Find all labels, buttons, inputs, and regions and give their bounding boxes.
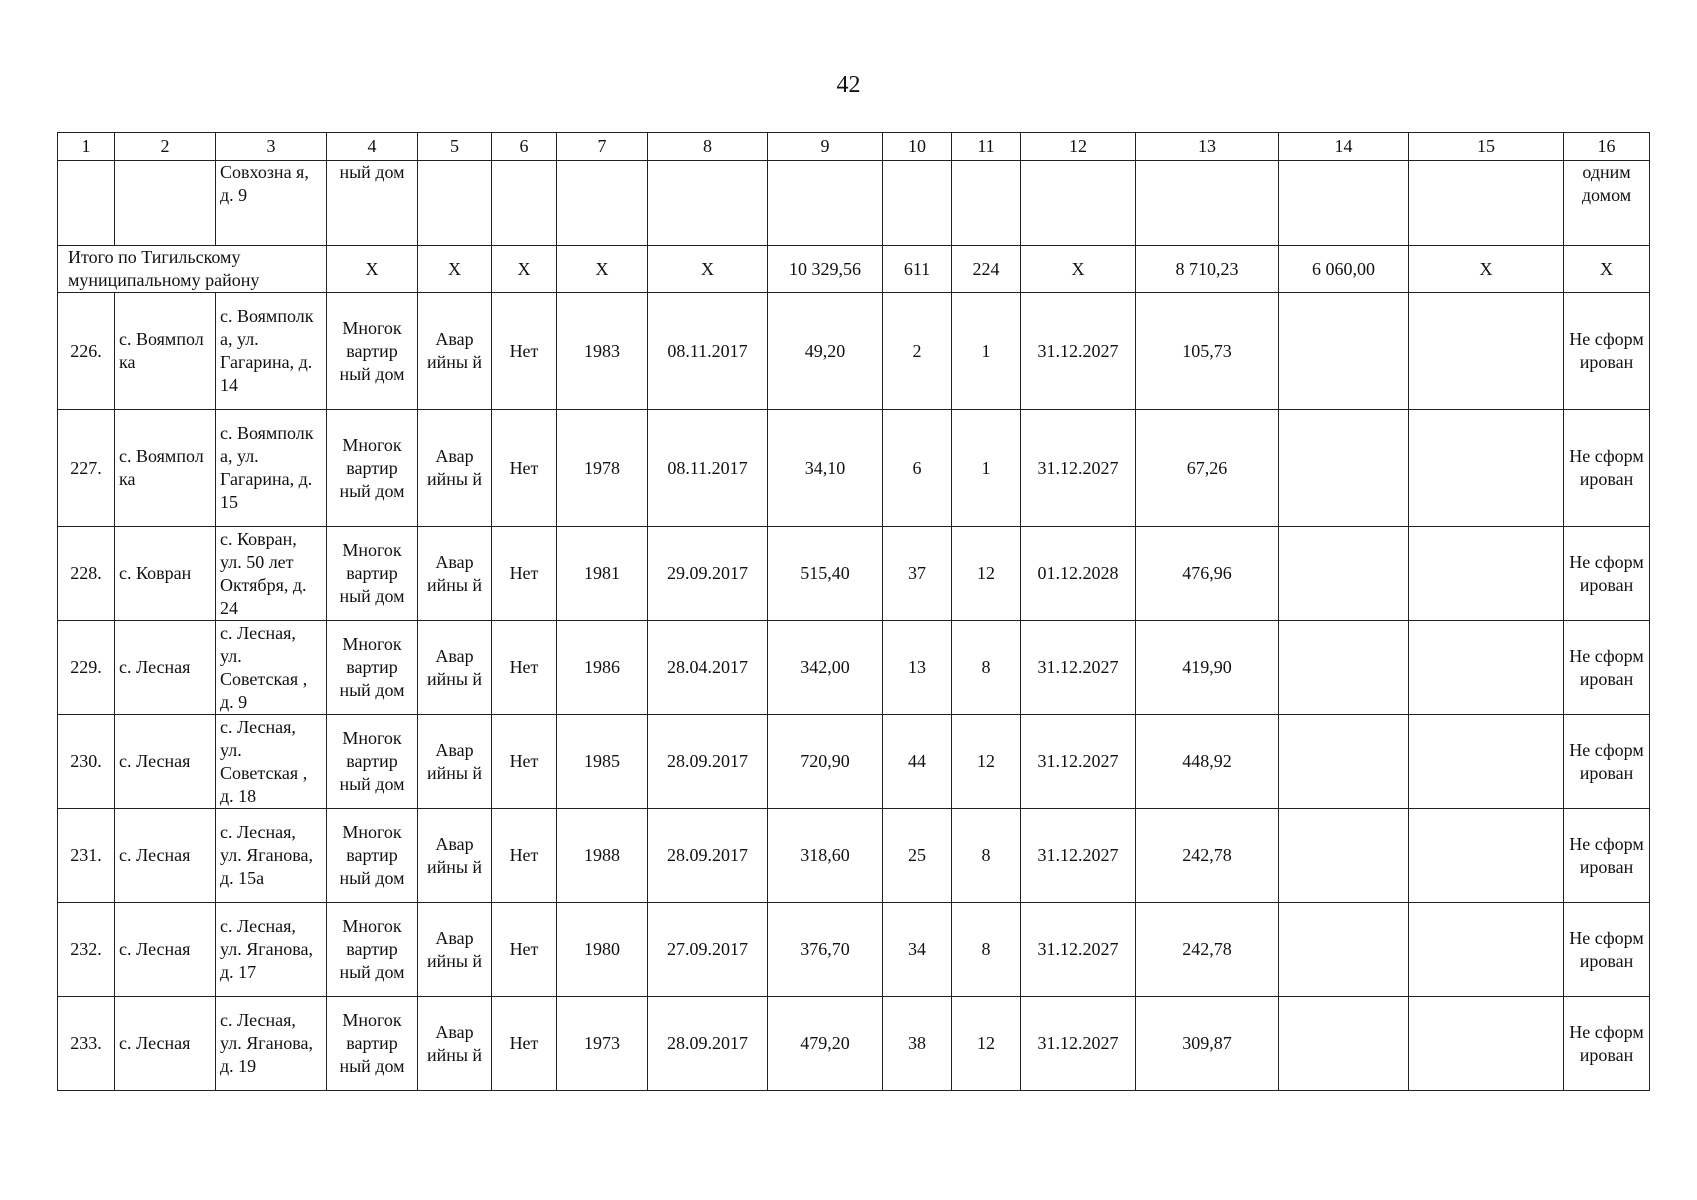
value-cell: 476,96 xyxy=(1136,527,1279,621)
cell-col14 xyxy=(1279,293,1409,410)
residents-cell: 25 xyxy=(883,809,952,903)
area-cell: 720,90 xyxy=(768,715,883,809)
cell-col15 xyxy=(1409,715,1564,809)
note-cell: Не сформ ирован xyxy=(1564,809,1650,903)
status-cell: Авар ийны й xyxy=(418,621,492,715)
note-cell: Не сформ ирован xyxy=(1564,527,1650,621)
settlement-cell: с. Лесная xyxy=(115,997,216,1091)
cell-empty xyxy=(1021,161,1136,246)
deadline-cell: 31.12.2027 xyxy=(1021,410,1136,527)
date-cell: 08.11.2017 xyxy=(648,293,768,410)
column-number: 13 xyxy=(1136,133,1279,161)
settlement-cell: с. Воямпол ка xyxy=(115,410,216,527)
address-cell: с. Лесная, ул. Советская , д. 9 xyxy=(216,621,327,715)
area-cell: 342,00 xyxy=(768,621,883,715)
total-cell: X xyxy=(492,246,557,293)
date-cell: 28.09.2017 xyxy=(648,997,768,1091)
address-cell: с. Ковран, ул. 50 лет Октября, д. 24 xyxy=(216,527,327,621)
row-number: 228. xyxy=(58,527,115,621)
area-cell: 376,70 xyxy=(768,903,883,997)
cell-empty xyxy=(1279,161,1409,246)
total-cell: X xyxy=(648,246,768,293)
row-number: 231. xyxy=(58,809,115,903)
note-cell: Не сформ ирован xyxy=(1564,621,1650,715)
total-residents: 611 xyxy=(883,246,952,293)
address-cell: с. Воямполк а, ул. Гагарина, д. 14 xyxy=(216,293,327,410)
address-cell: с. Воямполк а, ул. Гагарина, д. 15 xyxy=(216,410,327,527)
residents-cell: 34 xyxy=(883,903,952,997)
cell-col14 xyxy=(1279,621,1409,715)
area-cell: 479,20 xyxy=(768,997,883,1091)
area-cell: 318,60 xyxy=(768,809,883,903)
year-cell: 1985 xyxy=(557,715,648,809)
cell-empty xyxy=(557,161,648,246)
premises-cell: 1 xyxy=(952,293,1021,410)
status-cell: Авар ийны й xyxy=(418,410,492,527)
date-cell: 28.04.2017 xyxy=(648,621,768,715)
premises-cell: 12 xyxy=(952,997,1021,1091)
total-label: Итого по Тигильскому муниципальному району xyxy=(58,246,327,293)
column-number: 1 xyxy=(58,133,115,161)
note-cell: одним домом xyxy=(1564,161,1650,246)
cell-col14 xyxy=(1279,527,1409,621)
cell-col15 xyxy=(1409,527,1564,621)
value-cell: 309,87 xyxy=(1136,997,1279,1091)
flag-cell: Нет xyxy=(492,410,557,527)
type-cell: Многок вартир ный дом xyxy=(327,903,418,997)
cell-col15 xyxy=(1409,903,1564,997)
status-cell: Авар ийны й xyxy=(418,903,492,997)
cell-col15 xyxy=(1409,410,1564,527)
cell-col15 xyxy=(1409,621,1564,715)
residents-cell: 44 xyxy=(883,715,952,809)
address-cell: Совхозна я, д. 9 xyxy=(216,161,327,246)
total-cell: X xyxy=(327,246,418,293)
area-cell: 515,40 xyxy=(768,527,883,621)
deadline-cell: 31.12.2027 xyxy=(1021,903,1136,997)
total-area: 10 329,56 xyxy=(768,246,883,293)
cell-empty xyxy=(418,161,492,246)
year-cell: 1978 xyxy=(557,410,648,527)
date-cell: 28.09.2017 xyxy=(648,809,768,903)
column-number: 6 xyxy=(492,133,557,161)
cell-col14 xyxy=(1279,903,1409,997)
row-number: 232. xyxy=(58,903,115,997)
total-cell: X xyxy=(418,246,492,293)
cell-col14 xyxy=(1279,809,1409,903)
type-cell: Многок вартир ный дом xyxy=(327,527,418,621)
table-row xyxy=(58,621,1650,715)
column-number: 7 xyxy=(557,133,648,161)
column-number: 12 xyxy=(1021,133,1136,161)
type-cell: Многок вартир ный дом xyxy=(327,715,418,809)
type-cell: Многок вартир ный дом xyxy=(327,997,418,1091)
deadline-cell: 31.12.2027 xyxy=(1021,293,1136,410)
flag-cell: Нет xyxy=(492,715,557,809)
column-number: 11 xyxy=(952,133,1021,161)
cell-col15 xyxy=(1409,293,1564,410)
row-number: 229. xyxy=(58,621,115,715)
year-cell: 1981 xyxy=(557,527,648,621)
note-cell: Не сформ ирован xyxy=(1564,997,1650,1091)
column-number: 9 xyxy=(768,133,883,161)
residents-cell: 2 xyxy=(883,293,952,410)
total-premises: 224 xyxy=(952,246,1021,293)
settlement-cell: с. Лесная xyxy=(115,809,216,903)
type-cell: Многок вартир ный дом xyxy=(327,293,418,410)
cell-empty xyxy=(883,161,952,246)
total-cell: X xyxy=(1564,246,1650,293)
cell-empty xyxy=(1136,161,1279,246)
date-cell: 27.09.2017 xyxy=(648,903,768,997)
flag-cell: Нет xyxy=(492,903,557,997)
date-cell: 08.11.2017 xyxy=(648,410,768,527)
cell-empty xyxy=(115,161,216,246)
flag-cell: Нет xyxy=(492,809,557,903)
table-row xyxy=(58,293,1650,410)
status-cell: Авар ийны й xyxy=(418,527,492,621)
premises-cell: 12 xyxy=(952,527,1021,621)
value-cell: 242,78 xyxy=(1136,809,1279,903)
total-cell: 6 060,00 xyxy=(1279,246,1409,293)
year-cell: 1988 xyxy=(557,809,648,903)
cell-col14 xyxy=(1279,410,1409,527)
premises-cell: 12 xyxy=(952,715,1021,809)
status-cell: Авар ийны й xyxy=(418,997,492,1091)
premises-cell: 1 xyxy=(952,410,1021,527)
column-number: 14 xyxy=(1279,133,1409,161)
cell-empty xyxy=(768,161,883,246)
date-cell: 28.09.2017 xyxy=(648,715,768,809)
cell-col14 xyxy=(1279,997,1409,1091)
total-cell: 8 710,23 xyxy=(1136,246,1279,293)
cell-empty xyxy=(492,161,557,246)
table-row xyxy=(58,527,1650,621)
year-cell: 1980 xyxy=(557,903,648,997)
residents-cell: 37 xyxy=(883,527,952,621)
settlement-cell: с. Воямпол ка xyxy=(115,293,216,410)
table-row xyxy=(58,809,1650,903)
cell-empty xyxy=(648,161,768,246)
row-number: 227. xyxy=(58,410,115,527)
total-row xyxy=(58,246,1650,293)
year-cell: 1983 xyxy=(557,293,648,410)
page-number: 42 xyxy=(836,72,861,98)
cell-col15 xyxy=(1409,997,1564,1091)
table-row xyxy=(58,997,1650,1091)
note-cell: Не сформ ирован xyxy=(1564,410,1650,527)
date-cell: 29.09.2017 xyxy=(648,527,768,621)
deadline-cell: 31.12.2027 xyxy=(1021,997,1136,1091)
address-cell: с. Лесная, ул. Яганова, д. 19 xyxy=(216,997,327,1091)
area-cell: 49,20 xyxy=(768,293,883,410)
column-number: 10 xyxy=(883,133,952,161)
area-cell: 34,10 xyxy=(768,410,883,527)
deadline-cell: 01.12.2028 xyxy=(1021,527,1136,621)
note-cell: Не сформ ирован xyxy=(1564,715,1650,809)
row-number: 226. xyxy=(58,293,115,410)
type-cell: Многок вартир ный дом xyxy=(327,809,418,903)
residents-cell: 38 xyxy=(883,997,952,1091)
cell-empty xyxy=(58,161,115,246)
note-cell: Не сформ ирован xyxy=(1564,903,1650,997)
column-number: 5 xyxy=(418,133,492,161)
column-number: 4 xyxy=(327,133,418,161)
cell-empty xyxy=(1409,161,1564,246)
address-cell: с. Лесная, ул. Яганова, д. 15а xyxy=(216,809,327,903)
residents-cell: 13 xyxy=(883,621,952,715)
column-number: 8 xyxy=(648,133,768,161)
table-row xyxy=(58,410,1650,527)
settlement-cell: с. Лесная xyxy=(115,903,216,997)
deadline-cell: 31.12.2027 xyxy=(1021,715,1136,809)
value-cell: 67,26 xyxy=(1136,410,1279,527)
status-cell: Авар ийны й xyxy=(418,809,492,903)
type-cell: Многок вартир ный дом xyxy=(327,410,418,527)
housing-registry-table xyxy=(57,132,1650,1091)
row-number: 233. xyxy=(58,997,115,1091)
premises-cell: 8 xyxy=(952,903,1021,997)
flag-cell: Нет xyxy=(492,997,557,1091)
total-cell: X xyxy=(1409,246,1564,293)
column-number: 3 xyxy=(216,133,327,161)
flag-cell: Нет xyxy=(492,527,557,621)
table-row xyxy=(58,903,1650,997)
premises-cell: 8 xyxy=(952,621,1021,715)
settlement-cell: с. Лесная xyxy=(115,621,216,715)
year-cell: 1973 xyxy=(557,997,648,1091)
residents-cell: 6 xyxy=(883,410,952,527)
flag-cell: Нет xyxy=(492,293,557,410)
status-cell: Авар ийны й xyxy=(418,715,492,809)
address-cell: с. Лесная, ул. Яганова, д. 17 xyxy=(216,903,327,997)
value-cell: 448,92 xyxy=(1136,715,1279,809)
value-cell: 105,73 xyxy=(1136,293,1279,410)
deadline-cell: 31.12.2027 xyxy=(1021,809,1136,903)
continuation-row xyxy=(58,161,1650,246)
cell-col14 xyxy=(1279,715,1409,809)
total-cell: X xyxy=(557,246,648,293)
settlement-cell: с. Ковран xyxy=(115,527,216,621)
value-cell: 419,90 xyxy=(1136,621,1279,715)
row-number: 230. xyxy=(58,715,115,809)
year-cell: 1986 xyxy=(557,621,648,715)
value-cell: 242,78 xyxy=(1136,903,1279,997)
column-number-row xyxy=(58,133,1650,161)
address-cell: с. Лесная, ул. Советская , д. 18 xyxy=(216,715,327,809)
premises-cell: 8 xyxy=(952,809,1021,903)
total-cell: X xyxy=(1021,246,1136,293)
type-cell: Многок вартир ный дом xyxy=(327,621,418,715)
flag-cell: Нет xyxy=(492,621,557,715)
note-cell: Не сформ ирован xyxy=(1564,293,1650,410)
deadline-cell: 31.12.2027 xyxy=(1021,621,1136,715)
table-row xyxy=(58,715,1650,809)
column-number: 2 xyxy=(115,133,216,161)
column-number: 16 xyxy=(1564,133,1650,161)
column-number: 15 xyxy=(1409,133,1564,161)
cell-empty xyxy=(952,161,1021,246)
cell-col15 xyxy=(1409,809,1564,903)
type-cell: ный дом xyxy=(327,161,418,246)
status-cell: Авар ийны й xyxy=(418,293,492,410)
settlement-cell: с. Лесная xyxy=(115,715,216,809)
